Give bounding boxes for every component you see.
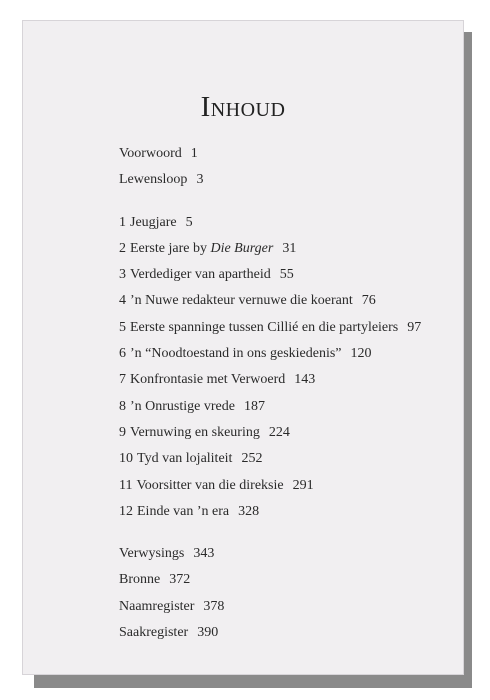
toc-entry-page: 291 (292, 477, 314, 493)
toc-entry (119, 473, 449, 499)
toc-entry-label: Tyd van lojaliteit (137, 451, 233, 467)
toc-entry-label: ’n Nuwe redakteur vernuwe die koerant (130, 293, 353, 309)
chapter-number: 3 (119, 267, 126, 283)
toc-entry (119, 262, 449, 288)
toc-entry-page: 55 (279, 267, 294, 283)
table-of-contents (119, 141, 449, 646)
chapter-number: 4 (119, 293, 126, 309)
toc-entry-page: 252 (241, 451, 263, 467)
chapter-number: 11 (119, 477, 133, 493)
toc-entry-label: Saakregister (119, 625, 189, 641)
toc-entry-label: Einde van ’n era (137, 503, 230, 519)
toc-entry (119, 167, 449, 193)
chapter-number: 1 (119, 214, 126, 230)
book-page (22, 20, 464, 675)
toc-entry (119, 141, 449, 167)
toc-entry (119, 594, 449, 620)
front-matter-list (119, 141, 449, 194)
toc-entry (119, 315, 449, 341)
toc-entry-page: 31 (282, 240, 297, 256)
toc-entry-page: 224 (268, 424, 290, 440)
toc-entry-page: 120 (350, 346, 372, 362)
toc-entry-label: Eerste spanninge tussen Cillié en die partyleiers (130, 319, 399, 335)
chapter-number: 9 (119, 424, 126, 440)
toc-entry-label: Verwysings (119, 546, 185, 562)
toc-entry-label: Vernuwing en skeuring (130, 424, 260, 440)
chapter-number: 5 (119, 319, 126, 335)
toc-entry-label-italic: Die Burger (210, 240, 274, 256)
chapter-number: 6 (119, 346, 126, 362)
toc-entry-label: Voorsitter van die direksie (136, 477, 284, 493)
page-title: Inhoud (200, 91, 286, 123)
toc-entry (119, 341, 449, 367)
toc-entry (119, 541, 449, 567)
toc-entry-label: Naamregister (119, 598, 195, 614)
toc-entry (119, 210, 449, 236)
toc-entry-page: 1 (190, 146, 198, 161)
toc-entry-page: 390 (197, 625, 219, 641)
toc-entry (119, 567, 449, 593)
chapter-number: 7 (119, 372, 126, 388)
toc-entry (119, 394, 449, 420)
toc-entry-page: 328 (238, 503, 260, 519)
toc-entry-page: 97 (407, 319, 422, 335)
chapter-number: 2 (119, 240, 126, 256)
toc-entry-page: 372 (169, 572, 191, 588)
toc-entry (119, 367, 449, 393)
toc-entry (119, 288, 449, 314)
chapter-number: 12 (119, 503, 133, 519)
toc-entry-page: 187 (243, 398, 265, 414)
toc-entry-label: Eerste jare by (130, 240, 207, 256)
chapter-number: 10 (119, 451, 133, 467)
toc-entry-label: Lewensloop (119, 172, 188, 188)
toc-entry-page: 343 (193, 546, 215, 562)
toc-entry (119, 446, 449, 472)
toc-entry (119, 420, 449, 446)
toc-entry-page: 3 (196, 172, 204, 188)
toc-entry-label: Jeugjare (130, 214, 177, 230)
toc-entry (119, 620, 449, 646)
toc-entry (119, 236, 449, 262)
toc-entry-label: Verdediger van apartheid (130, 267, 271, 283)
toc-entry-page: 5 (185, 214, 193, 230)
toc-entry-page: 378 (203, 598, 225, 614)
toc-entry-page: 143 (294, 372, 316, 388)
toc-entry-label: Konfrontasie met Verwoerd (130, 372, 286, 388)
back-matter-list (119, 541, 449, 646)
chapter-list (119, 210, 449, 526)
toc-entry-label: ’n Onrustige vrede (130, 398, 235, 414)
toc-entry-label: Voorwoord (119, 146, 182, 161)
toc-entry-label: Bronne (119, 572, 161, 588)
toc-entry-page: 76 (361, 293, 376, 309)
toc-entry (119, 499, 449, 525)
toc-entry-label: ’n “Noodtoestand in ons geskiedenis” (130, 346, 342, 362)
chapter-number: 8 (119, 398, 126, 414)
